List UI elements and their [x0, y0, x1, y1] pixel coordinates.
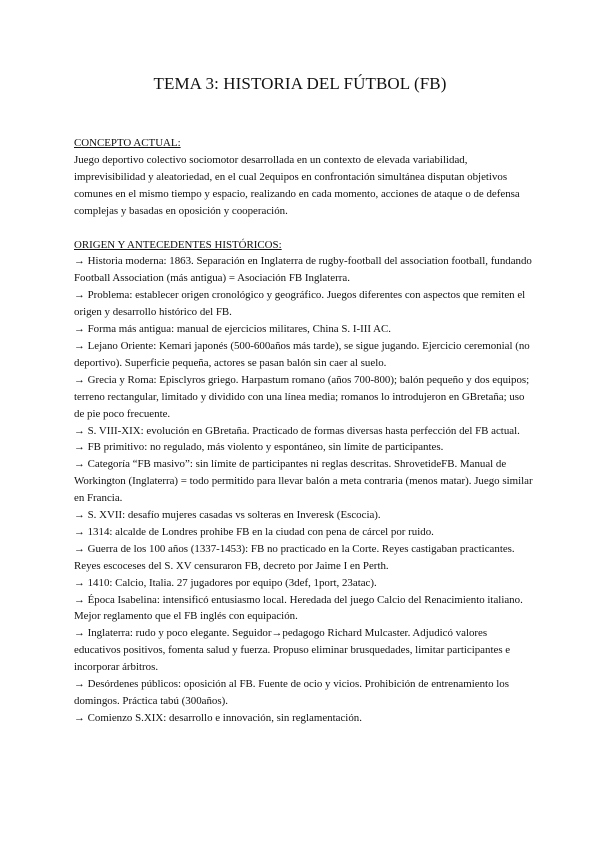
list-item: → Categoría “FB masivo”: sin límite de participantes ni reglas descritas. ShrovetideFB. Manual de Workington (Inglaterra) = todo permitido para llevar balón a meta contraria (menos matar). Juego similar en Francia.: [74, 458, 533, 505]
section-spacer: [74, 220, 534, 237]
list-item: → Desórdenes públicos: oposición al FB. Fuente de ocio y vicios. Prohibición de entrenamiento los domingos. Práctica tabú (300años).: [74, 678, 509, 707]
list-item: → Inglaterra: rudo y poco elegante. Seguidor→pedagogo Richard Mulcaster. Adjudicó valores educativos positivos, fomenta salud y fuerza. Propuso eliminar brusquedades, limitar participantes e incorporar árbitros.: [74, 627, 511, 674]
list-item: → FB primitivo: no regulado, más violento y espontáneo, sin límite de participantes.: [74, 441, 444, 454]
list-item: → Comienzo S.XIX: desarrollo e innovación, sin reglamentación.: [74, 711, 362, 724]
page-title: TEMA 3: HISTORIA DEL FÚTBOL (FB): [153, 74, 447, 93]
list-item: → Grecia y Roma: Episclyros griego. Harpastum romano (años 700-800); balón pequeño y dos equipos; terreno rectangular, limitado y dividido con una línea media; romanos lo introdujeron en GBretaña; uso de pie poco frecuente.: [74, 373, 530, 420]
list-item: → Guerra de los 100 años (1337-1453): FB no practicado en la Corte. Reyes castigaban practicantes. Reyes escoceses del S. XV censuraron FB, decreto por Jaime I en Perth.: [74, 542, 515, 572]
list-item: → Historia moderna: 1863. Separación en Inglaterra de rugby-football del association football, fundando Football Association (más antigua) = Asociación FB Inglaterra.: [74, 255, 532, 285]
concepto-text: Juego deportivo colectivo sociomotor desarrollada en un contexto de elevada variabilidad, imprevisibilidad y aleatoriedad, en el cual 2equipos en confrontación simultánea disputan objetivos comunes en el mismo tiempo y espacio, realizando en cada momento, acciones de ataque o de defensa complejas y basadas en oposición y cooperación.: [74, 153, 520, 217]
list-item: → 1410: Calcio, Italia. 27 jugadores por equipo (3def, 1port, 23atac).: [74, 576, 377, 589]
list-item: → Problema: establecer origen cronológico y geográfico. Juegos diferentes con aspectos que remiten el origen y desarrollo histórico del FB.: [74, 289, 526, 319]
concepto-section: [74, 135, 534, 220]
list-item: → Lejano Oriente: Kemari japonés (500-600años más tarde), se sigue jugando. Ejercicio ceremonial (no deportivo). Superficie pequeña, actores se pasan balón sin caer al suelo.: [74, 339, 530, 369]
origen-heading: ORIGEN Y ANTECEDENTES HISTÓRICOS:: [74, 238, 282, 251]
list-item: → 1314: alcalde de Londres prohibe FB en la ciudad con pena de cárcel por ruido.: [74, 525, 434, 538]
list-item: → Época Isabelina: intensificó entusiasmo local. Heredada del juego Calcio del Renacimiento italiano. Mejor reglamento que el FB inglés con equipación.: [74, 593, 523, 623]
list-item: → S. XVII: desafío mujeres casadas vs solteras en Inveresk (Escocia).: [74, 509, 381, 522]
concepto-heading: CONCEPTO ACTUAL:: [74, 137, 181, 149]
list-item: → S. VIII-XIX: evolución en GBretaña. Practicado de formas diversas hasta perfección del FB actual.: [74, 424, 520, 437]
origen-section: [74, 237, 534, 727]
document-body: [74, 135, 534, 727]
list-item: → Forma más antigua: manual de ejercicios militares, China S. I-III AC.: [74, 323, 391, 336]
